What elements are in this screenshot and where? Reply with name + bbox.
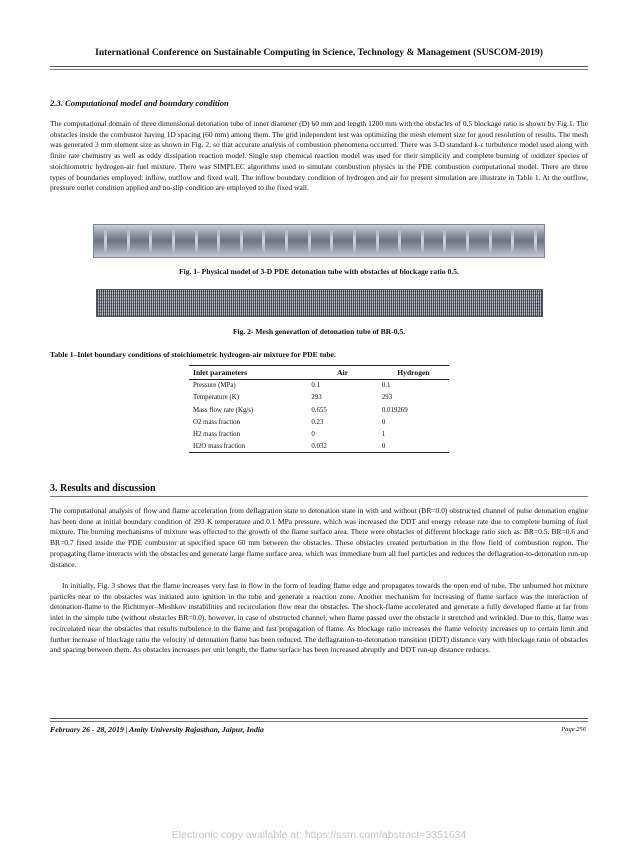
figure-1-caption: Fig. 1- Physical model of 3-D PDE detonation tube with obstacles of blockage ratio 0.5. (179, 267, 459, 276)
table-cell: 1 (381, 430, 386, 438)
section-3-title: 3. Results and discussion (50, 483, 156, 494)
table-cell: 293 (311, 394, 322, 402)
table-cell: 0.655 (311, 406, 327, 414)
table-cell: 0 (378, 440, 449, 453)
table-cell: 0.23 (311, 418, 324, 426)
obstacle-mark (104, 228, 107, 254)
figure-1-physical-model (93, 224, 545, 258)
table-cell: Pressure (MPa) (193, 382, 236, 390)
table-cell: H2O mass fraction (189, 440, 307, 453)
obstacle-mark (398, 228, 401, 254)
table-cell: 0.019269 (381, 406, 408, 414)
footer-rule (50, 718, 588, 719)
column-header: Inlet parameters (189, 366, 307, 380)
table-row (189, 380, 449, 393)
obstacle-mark (511, 228, 514, 254)
section-2-3-title: 2.3. Computational model and boundary condition (50, 98, 229, 108)
obstacle-mark (240, 228, 243, 254)
obstacle-mark (421, 228, 424, 254)
header-rule (50, 66, 588, 67)
table-cell: 0 (381, 418, 386, 426)
obstacle-mark (285, 228, 288, 254)
obstacle-mark (172, 228, 175, 254)
figure-2-caption: Fig. 2- Mesh generation of detonation tube of BR-0.5. (232, 327, 406, 336)
obstacle-mark (195, 228, 198, 254)
table-row (189, 392, 449, 404)
obstacle-mark (217, 228, 220, 254)
footer-rule-thin (50, 721, 588, 722)
table-row (189, 416, 449, 428)
page-number: Page 256 (561, 726, 586, 733)
section-3-paragraph-2: In initially, Fig. 3 shows that the flame increases very fast in flow in the form of leading flame edge and propagates towards the open end of tube. The unburned hot mixture particles near to the obstacles was initiated auto ignition in the tube and generate a reaction zone. Another mechanism for increasing of flame surface was the interaction of detonation-flame to the Richtmyer–Meshkov instabilities and recirculation flow near the obstacles. The shock-flame accelerated and generate a fully developed flame at far from inlet in the simple tube (without obstacles BR=0.0). however, in case of obstructed channel, when flame passed over the obstacle it stretched and wrinkled. Due to this, flame was recirculated near the obstacles that results turbulence in the flame and fast propagation of flame. As blockage ratio increases the flame velocity increases up to certain limit and further increase of blockage ratio the velocity of detonation flame has been reduced. The deflagration-to-detonation transition (DDT) distance vary with blockage ratio of obstacles and spacing between them. As obstacles increases per unit length, the flame surface has been increased abruptly and DDT run-up distance reduces. (50, 581, 588, 655)
table-cell: H2 mass fraction (193, 430, 241, 438)
table-row (189, 440, 449, 453)
obstacle-mark (489, 228, 492, 254)
table-cell: 0.1 (311, 382, 320, 390)
obstacle-mark (466, 228, 469, 254)
table-cell: O2 mass fraction (193, 418, 241, 426)
table-row (189, 404, 449, 416)
inlet-conditions-table (189, 365, 449, 453)
obstacle-mark (443, 228, 446, 254)
section-3-rule (50, 496, 588, 497)
ssrn-watermark: Electronic copy available at: https://ssrn.com/abstract=3351634 (171, 829, 467, 841)
column-header: Hydrogen (378, 366, 449, 380)
obstacle-mark (353, 228, 356, 254)
table-cell: 0 (311, 430, 315, 438)
conference-header: International Conference on Sustainable Computing in Science, Technology & Management (SUSCOM-2019) (95, 47, 543, 58)
obstacle-mark (127, 228, 130, 254)
footer-venue: February 26 - 28, 2019 | Amity University Rajasthan, Jaipur, India (50, 725, 264, 734)
column-header: Air (307, 366, 378, 380)
obstacle-mark (308, 228, 311, 254)
table-cell: 0.032 (307, 440, 378, 453)
obstacle-mark (262, 228, 265, 254)
obstacle-mark (330, 228, 333, 254)
obstacle-mark (149, 228, 152, 254)
header-rule-thin (50, 69, 588, 70)
table-cell: Temperature (K) (193, 394, 240, 402)
section-3-paragraph-1: The computational analysis of flow and flame acceleration from deflagration state to detonation state in with and without (BR=0.0) obstructed channel of pulse detonation engine has been done at initial boundary condition of 293 K temperature and 0.1 MPa pressure, which was increased the DDT and energy release rate due to complete burning of fuel mixture. The burning mechanisms of mixture was effected to the growth of the flame surface area. There were obstacles of different blockage ratio such as: BR=0.5, BR=0.6 and BR=0.7 fixed inside the PDE combustor at specified space 60 mm between the obstacles. These obstacles created perturbation in the flow field of combustion region. The propagating flame interacts with the obstacles and generate large flame surface area, which was immediate burn all fuel particles and reduces the deflagration-to-detonation run-up distance. (50, 506, 588, 569)
table-cell: 293 (381, 394, 393, 402)
table-row (189, 428, 449, 440)
table-1-title: Table 1–Inlet boundary conditions of stoichiometric hydrogen-air mixture for PDE tube. (50, 350, 336, 359)
table-cell: 0.1 (381, 382, 391, 390)
obstacle-mark (376, 228, 379, 254)
obstacle-mark (534, 228, 537, 254)
section-2-3-paragraph: The computational domain of three dimensional detonation tube of inner diameter (D) 60 mm and length 1200 mm with the obstacles of 0.5 blockage ratio is shown by Fig.1. The obstacles inside the combustor having 1D spacing (60 mm) among them. The grid independent test was optimizing the mesh element size for good resolution of results. The mesh was generated 3 mm element size as shown in Fig. 2, so that accurate analysis of combustion phenomena occurred. There was 3-D standard k-ε turbulence model used along with finite rate chemistry as well as eddy dissipation reaction model. Single step chemical reaction model was used for their simplicity and complete burning of oxidizer species of stoichiometric hydrogen-air fuel mixture. There was SIMPLEC algorithms used to simulate combustion physics in the PDE combustion computational model. There are three types of boundaries employed: inflow, outflow and fixed wall. The inflow boundary condition of hydrogen and air for present simulation are illustrate in Table 1. At the outflow, pressure outlet condition applied and no-slip condition are employed to the fixed wall. (50, 119, 588, 193)
table-cell: Mass flow rate (Kg/s) (193, 406, 254, 414)
figure-2-mesh (96, 289, 543, 317)
table-header-row (189, 366, 449, 380)
